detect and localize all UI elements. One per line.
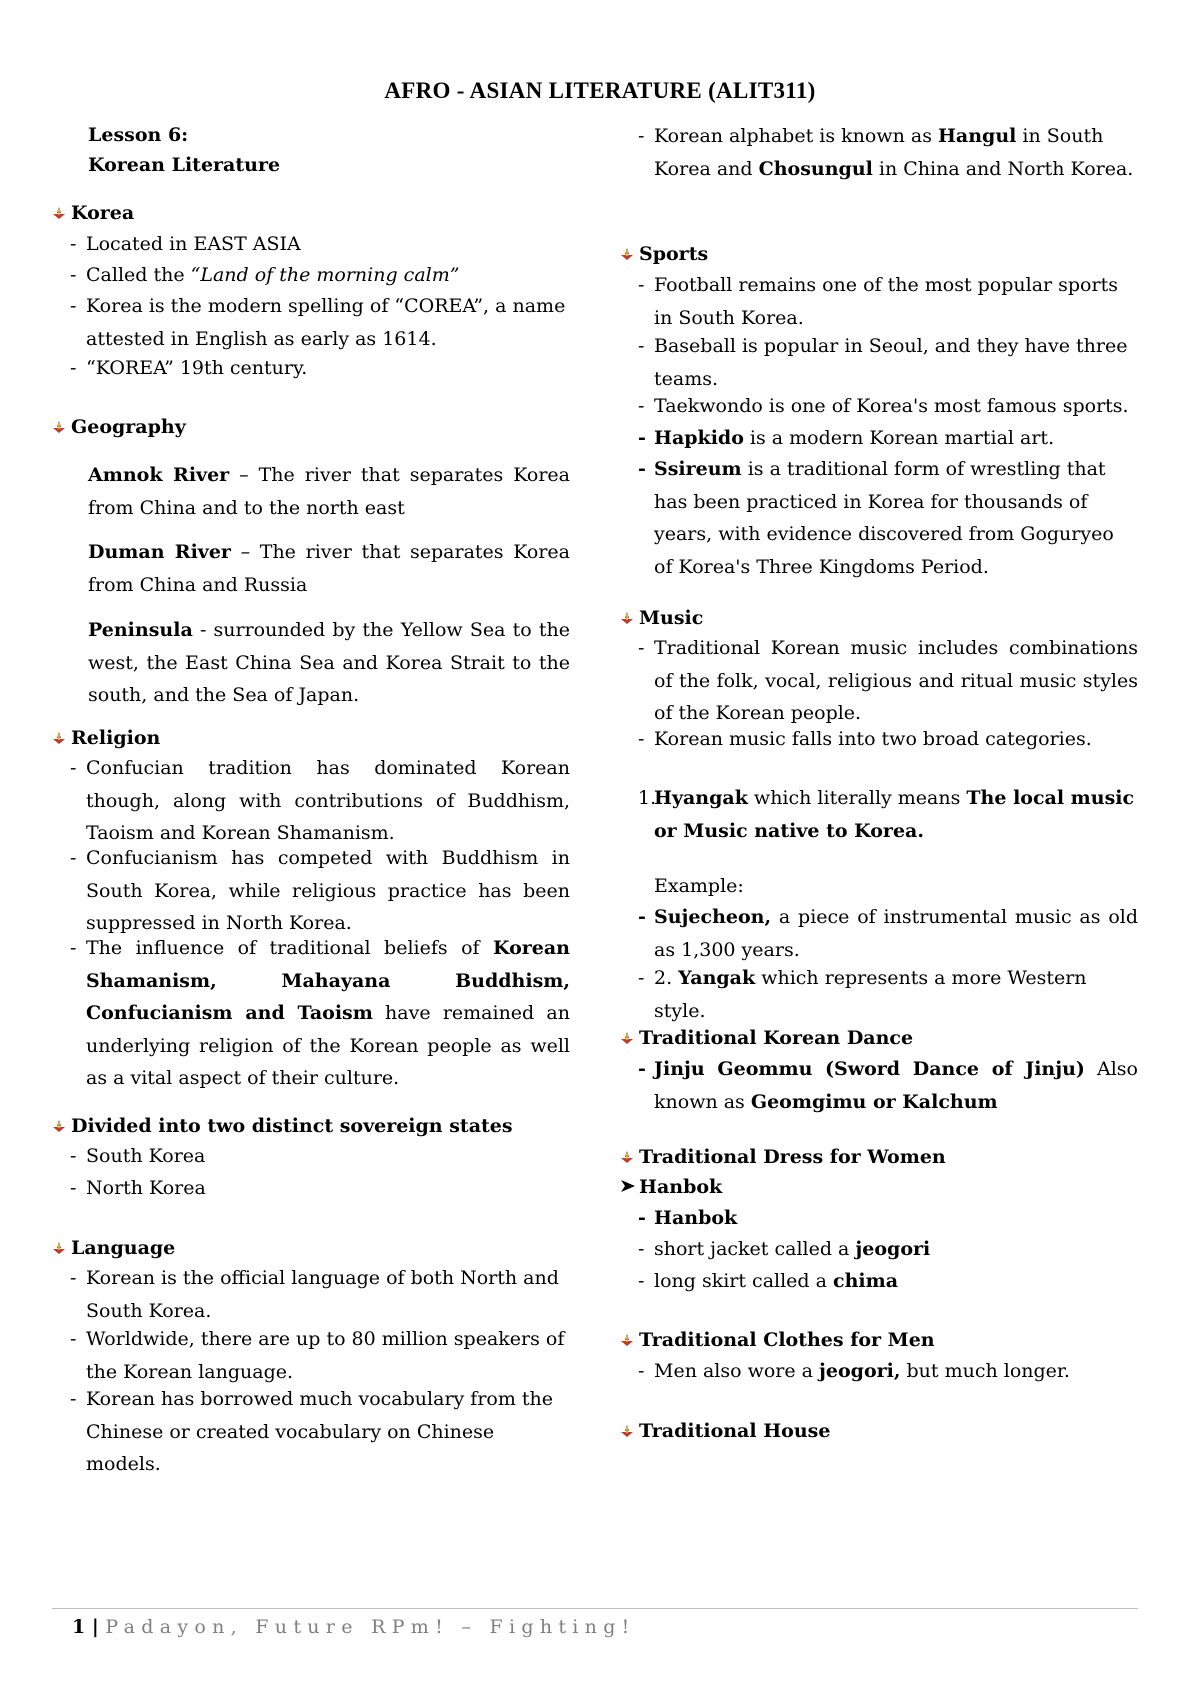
heading-language: Language — [52, 1232, 175, 1265]
heading-geography: Geography — [52, 411, 186, 444]
list-item: - long skirt called a chima — [638, 1270, 899, 1292]
geography-duman: Duman River – The river that separates Korea from China and Russia — [88, 541, 571, 596]
list-item: - short jacket called a jeogori — [638, 1238, 931, 1260]
heading-clothes: Traditional Clothes for Men — [620, 1324, 935, 1357]
list-item: - Worldwide, there are up to 80 million speakers of the Korean language. — [70, 1328, 565, 1383]
numbered-item: 1.Hyangak which literally means The local music or Music native to Korea. — [638, 787, 1135, 842]
list-item: - Korean is the official language of both North and South Korea. — [70, 1267, 559, 1322]
heading-dance: Traditional Korean Dance — [620, 1022, 913, 1055]
document-title: AFRO - ASIAN LITERATURE (ALIT311) — [384, 78, 816, 103]
dress-subheading: Hanbok — [620, 1171, 722, 1204]
footer-divider — [52, 1608, 1138, 1609]
heading-dress: Traditional Dress for Women — [620, 1141, 946, 1174]
example-label: Example: — [654, 875, 744, 897]
arrow-bullet-icon — [52, 722, 71, 755]
lesson-number: Lesson 6: — [88, 124, 189, 146]
list-item: - Korea is the modern spelling of “COREA”, a name attested in English as early as 1614. — [70, 295, 566, 350]
lesson-title: Korean Literature — [88, 154, 281, 176]
list-item: - Men also wore a jeogori, but much longer. — [638, 1360, 1070, 1382]
list-item: - Traditional Korean music includes combinations of the folk, vocal, religious and ritual music styles of the Korean people. — [638, 637, 1138, 724]
arrow-bullet-icon — [52, 411, 71, 444]
arrow-bullet-icon — [620, 602, 639, 635]
list-item: - Sujecheon, a piece of instrumental music as old as 1,300 years. — [638, 906, 1138, 961]
list-item: - “KOREA” 19th century. — [70, 357, 308, 379]
heading-states: Divided into two distinct sovereign states — [52, 1110, 513, 1143]
geography-amnok: Amnok River – The river that separates Korea from China and to the north east — [88, 464, 570, 519]
page-number: 1 — [72, 1616, 86, 1638]
heading-korea: Korea — [52, 197, 134, 230]
list-item: - Jinju Geommu (Sword Dance of Jinju) Also known as Geomgimu or Kalchum — [638, 1058, 1138, 1113]
list-item: - North Korea — [70, 1177, 206, 1199]
list-item: - Taekwondo is one of Korea's most famous sports. — [638, 395, 1129, 417]
list-item: - Korean alphabet is known as Hangul in South Korea and Chosungul in China and North Korea. — [638, 125, 1134, 180]
list-item: - South Korea — [70, 1145, 206, 1167]
arrow-bullet-icon — [52, 1232, 71, 1265]
list-item: - Located in EAST ASIA — [70, 233, 301, 255]
list-item: - Korean has borrowed much vocabulary from the Chinese or created vocabulary on Chinese models. — [70, 1388, 554, 1475]
arrow-bullet-icon — [52, 1110, 71, 1143]
arrow-bullet-icon — [620, 1141, 639, 1174]
arrow-bullet-icon — [52, 197, 71, 230]
list-item: - Football remains one of the most popular sports in South Korea. — [638, 274, 1118, 329]
heading-music: Music — [620, 602, 703, 635]
heading-house: Traditional House — [620, 1415, 830, 1448]
list-item: - Confucian tradition has dominated Korean though, along with contributions of Buddhism, Taoism and Korean Shamanism. — [70, 757, 570, 844]
arrow-bullet-icon — [620, 1324, 639, 1357]
heading-sports: Sports — [620, 238, 708, 271]
page-footer: 1 | Padayon, Future RPm! – Fighting! — [72, 1616, 636, 1638]
list-item: - Confucianism has competed with Buddhism in South Korea, while religious practice has been suppressed in North Korea. — [70, 847, 570, 934]
list-item: - Ssireum is a traditional form of wrestling that has been practiced in Korea for thousands of years, with evidence discovered from Goguryeo of Korea's Three Kingdoms Period. — [638, 458, 1114, 578]
arrow-bullet-icon — [620, 1415, 639, 1448]
list-item: - The influence of traditional beliefs of Korean Shamanism, Mahayana Buddhism, Confucianism and Taoism have remained an underlying religion of the Korean people as well as a vital aspect of their culture. — [70, 937, 570, 1089]
footer-motto: Padayon, Future RPm! – Fighting! — [105, 1616, 636, 1638]
arrow-bullet-icon — [620, 1022, 639, 1055]
chevron-right-icon — [620, 1171, 639, 1204]
list-item: - Baseball is popular in Seoul, and they have three teams. — [638, 335, 1128, 390]
list-item: - Called the “Land of the morning calm” — [70, 264, 460, 286]
list-item: - Hapkido is a modern Korean martial art. — [638, 427, 1055, 449]
list-item: - Korean music falls into two broad categories. — [638, 728, 1092, 750]
list-item: - 2. Yangak which represents a more Western style. — [638, 967, 1087, 1022]
arrow-bullet-icon — [620, 238, 639, 271]
list-item: - Hanbok — [638, 1207, 738, 1229]
heading-religion: Religion — [52, 722, 160, 755]
geography-peninsula: Peninsula - surrounded by the Yellow Sea to the west, the East China Sea and Korea Strait to the south, and the Sea of Japan. — [88, 619, 570, 706]
